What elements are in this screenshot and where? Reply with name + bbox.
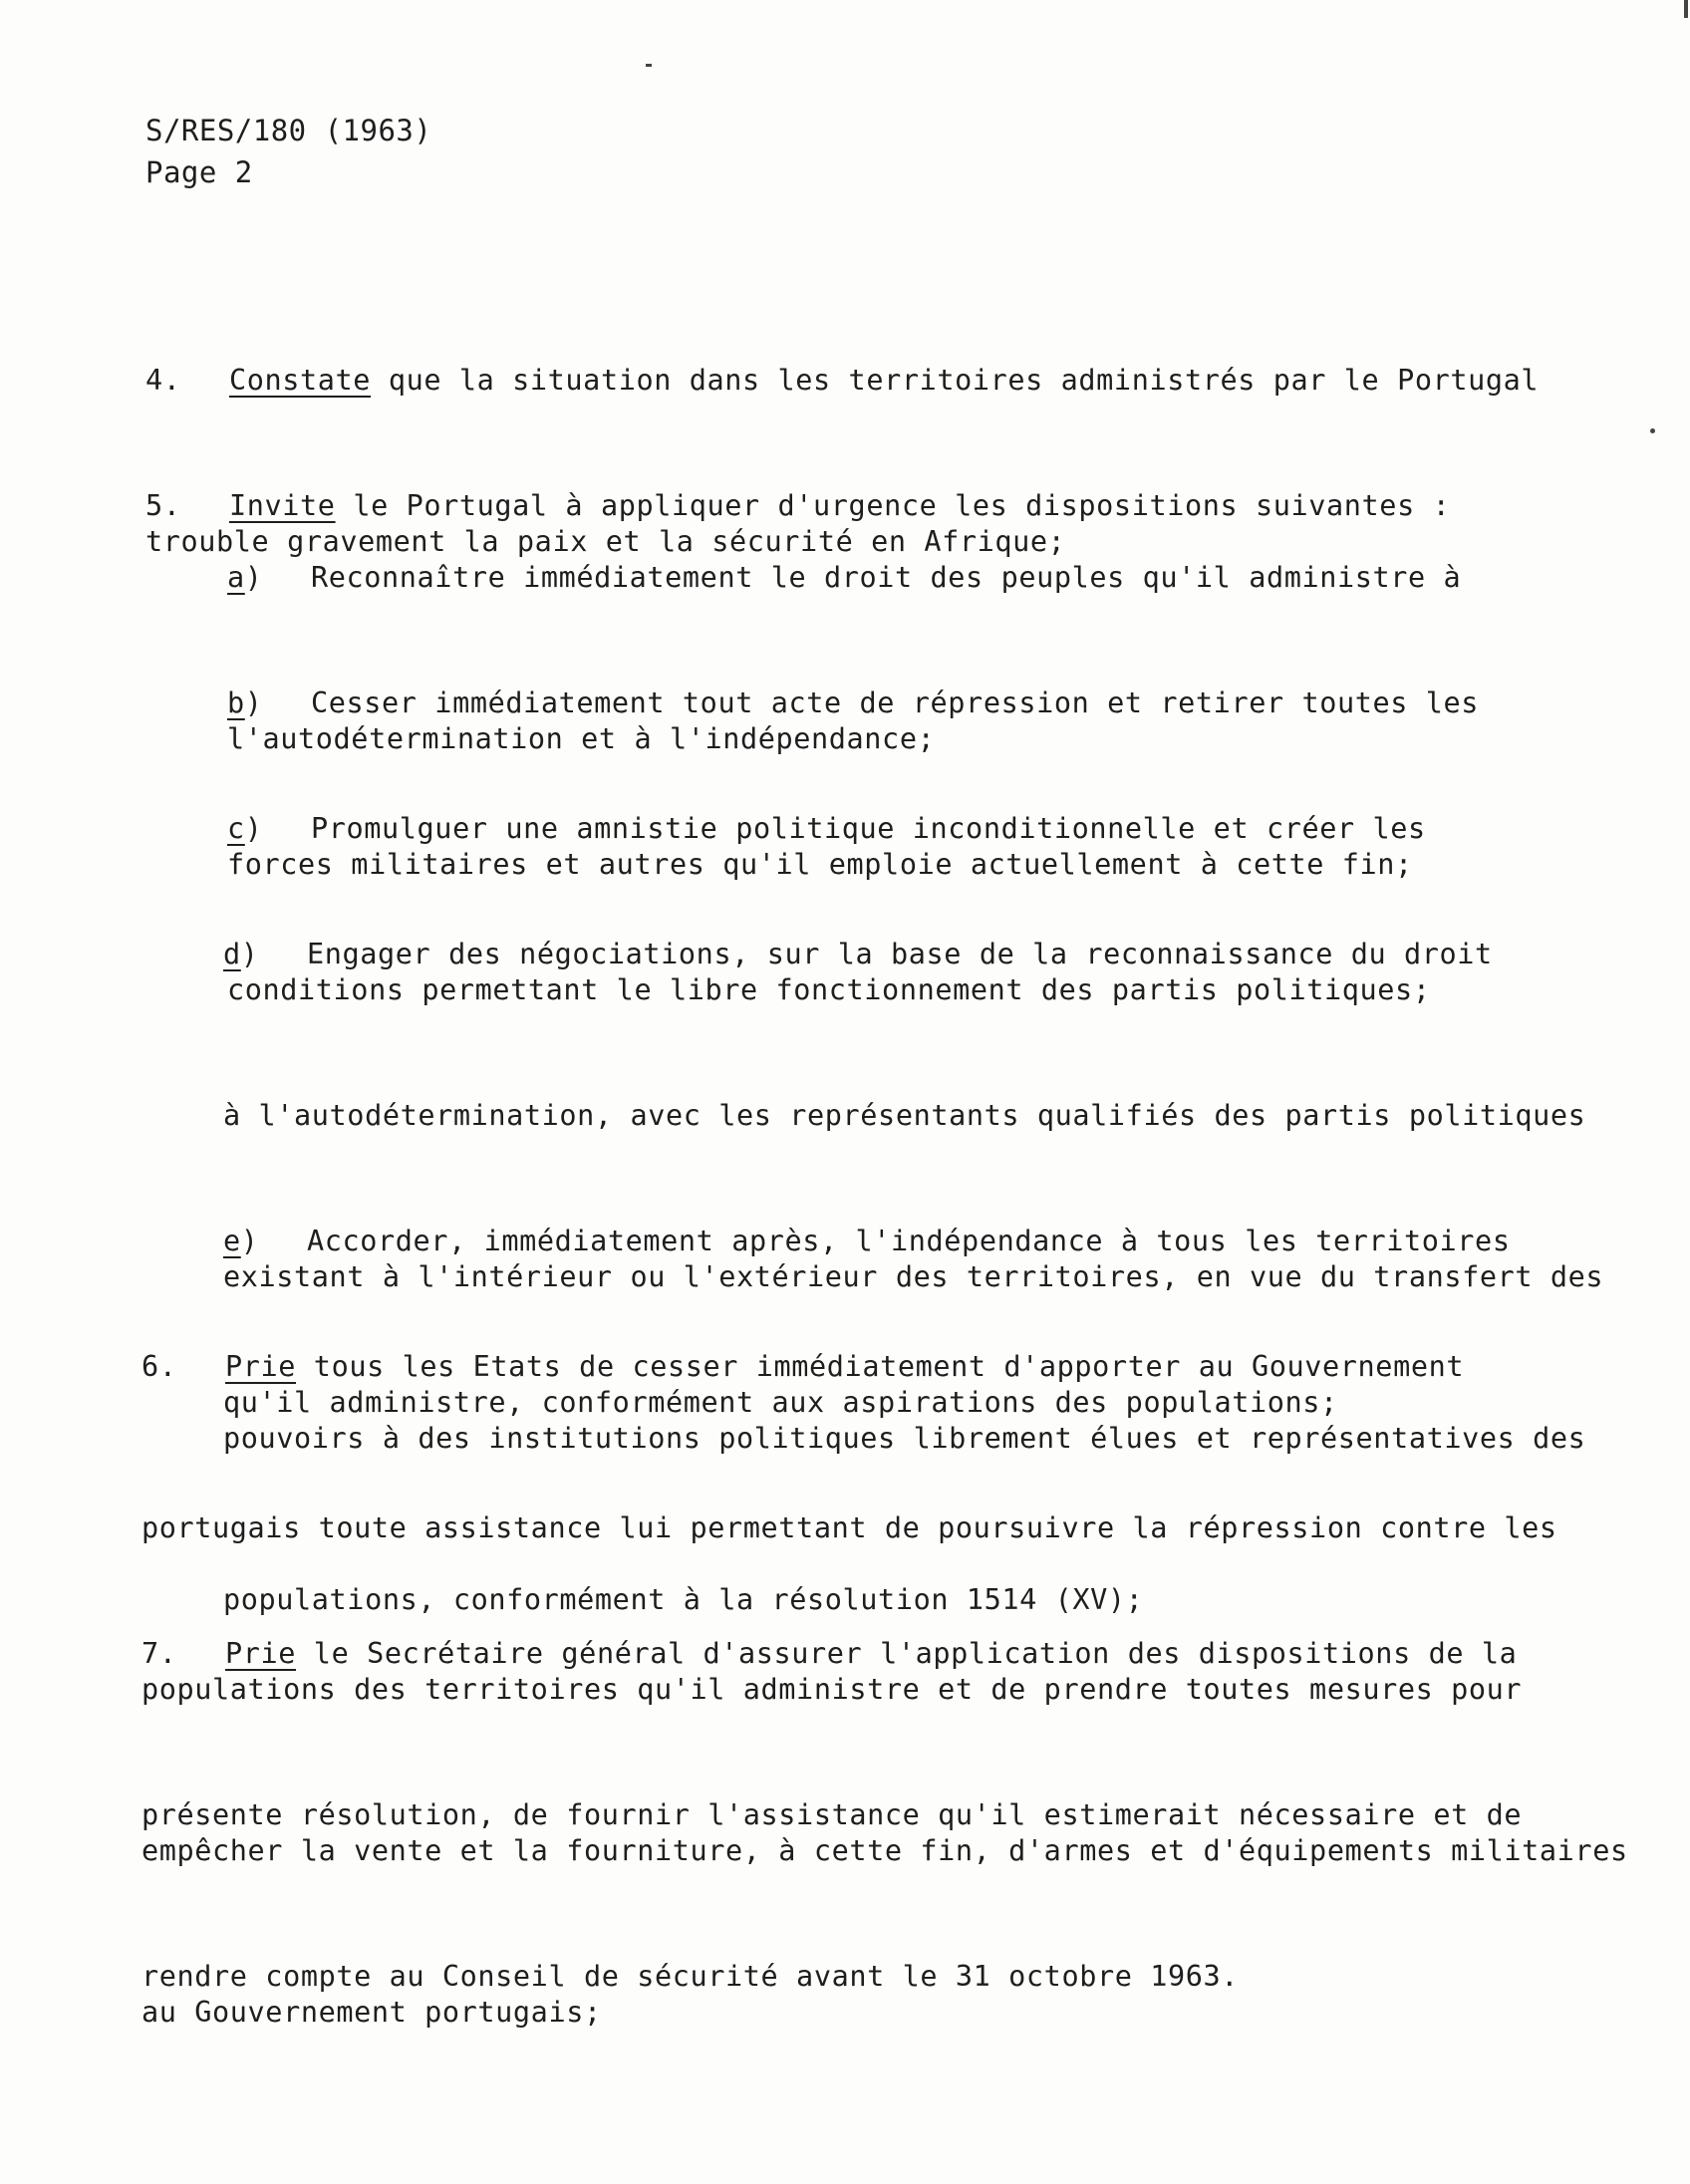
paragraph-text: qu'il administre, conformément aux aspirations des populations;	[223, 1386, 1338, 1419]
subparagraph-letter-char: a	[227, 561, 245, 594]
paragraph-number: 4.	[145, 364, 181, 397]
paragraph-number: 6.	[141, 1350, 177, 1383]
paragraph-text: populations, conformément à la résolution 1514 (XV);	[223, 1583, 1144, 1616]
subparagraph-letter-paren: )	[244, 812, 263, 845]
document-symbol: S/RES/180 (1963)	[145, 114, 432, 147]
paragraph-keyword: Prie	[225, 1350, 297, 1383]
page-number: Page 2	[145, 155, 253, 189]
subparagraph-letter-paren: )	[240, 1225, 259, 1257]
paragraph-text: Promulguer une amnistie politique inconditionnelle et créer les	[311, 812, 1426, 845]
paragraph-text: portugais toute assistance lui permettant de poursuivre la répression contre les	[141, 1511, 1557, 1544]
paragraph-text: pouvoirs à des institutions politiques librement élues et représentatives des	[223, 1422, 1586, 1455]
paragraph-text: empêcher la vente et la fourniture, à cette fin, d'armes et d'équipements militaires	[141, 1834, 1628, 1867]
paragraph-text: populations des territoires qu'il administre et de prendre toutes mesures pour	[141, 1673, 1523, 1706]
document-header	[145, 110, 431, 193]
paragraph-keyword: Constate	[229, 364, 372, 397]
paragraph-number: 5.	[145, 489, 181, 522]
paragraph-text: tous les Etats de cesser immédiatement d'apporter au Gouvernement	[296, 1350, 1465, 1383]
subparagraph-letter-char: c	[227, 812, 245, 845]
subparagraph-letter-char: e	[223, 1225, 241, 1257]
paragraph-keyword: Prie	[225, 1637, 297, 1670]
paragraph-text: présente résolution, de fournir l'assistance qu'il estimerait nécessaire et de	[141, 1798, 1523, 1831]
subparagraph-letter-paren: )	[244, 686, 263, 719]
subparagraph-letter	[223, 928, 307, 981]
paragraph-text: à l'autodétermination, avec les représentants qualifiés des partis politiques	[223, 1099, 1586, 1132]
paragraph-7	[141, 1519, 1522, 2111]
paragraph-text: rendre compte au Conseil de sécurité avant le 31 octobre 1963.	[141, 1960, 1240, 1993]
paragraph-text: Engager des négociations, sur la base de la reconnaissance du droit	[307, 938, 1493, 970]
subparagraph-letter-char: b	[227, 686, 245, 719]
scan-mark-corner	[1684, 0, 1688, 18]
paragraph-text: Cesser immédiatement tout acte de répression et retirer toutes les	[311, 686, 1480, 719]
paragraph-text: Accorder, immédiatement après, l'indépendance à tous les territoires	[307, 1225, 1511, 1257]
subparagraph-letter-char: d	[223, 938, 241, 970]
paragraph-text: Reconnaître immédiatement le droit des peuples qu'il administre à	[311, 561, 1462, 594]
paragraph-text: trouble gravement la paix et la sécurité en Afrique;	[145, 525, 1066, 558]
paragraph-text: existant à l'intérieur ou l'extérieur des territoires, en vue du transfert des	[223, 1260, 1604, 1293]
paragraph-text: que la situation dans les territoires administrés par le Portugal	[371, 364, 1540, 397]
paragraph-text: le Secrétaire général d'assurer l'application des dispositions de la	[296, 1637, 1518, 1670]
paragraph-keyword: Invite	[229, 489, 336, 522]
paragraph-text: au Gouvernement portugais;	[141, 1996, 602, 2029]
scan-mark-top	[646, 64, 652, 67]
subparagraph-letter-paren: )	[244, 561, 263, 594]
paragraph-number: 7.	[141, 1637, 177, 1670]
subparagraph-letter-paren: )	[240, 938, 259, 970]
scan-mark-margin	[1650, 428, 1655, 433]
paragraph-text: conditions permettant le libre fonctionnement des partis politiques;	[227, 973, 1431, 1006]
paragraph-text: le Portugal à appliquer d'urgence les dispositions suivantes :	[335, 489, 1451, 522]
paragraph-text: l'autodétermination et à l'indépendance;	[227, 722, 936, 755]
paragraph-text: forces militaires et autres qu'il emploie actuellement à cette fin;	[227, 848, 1413, 881]
